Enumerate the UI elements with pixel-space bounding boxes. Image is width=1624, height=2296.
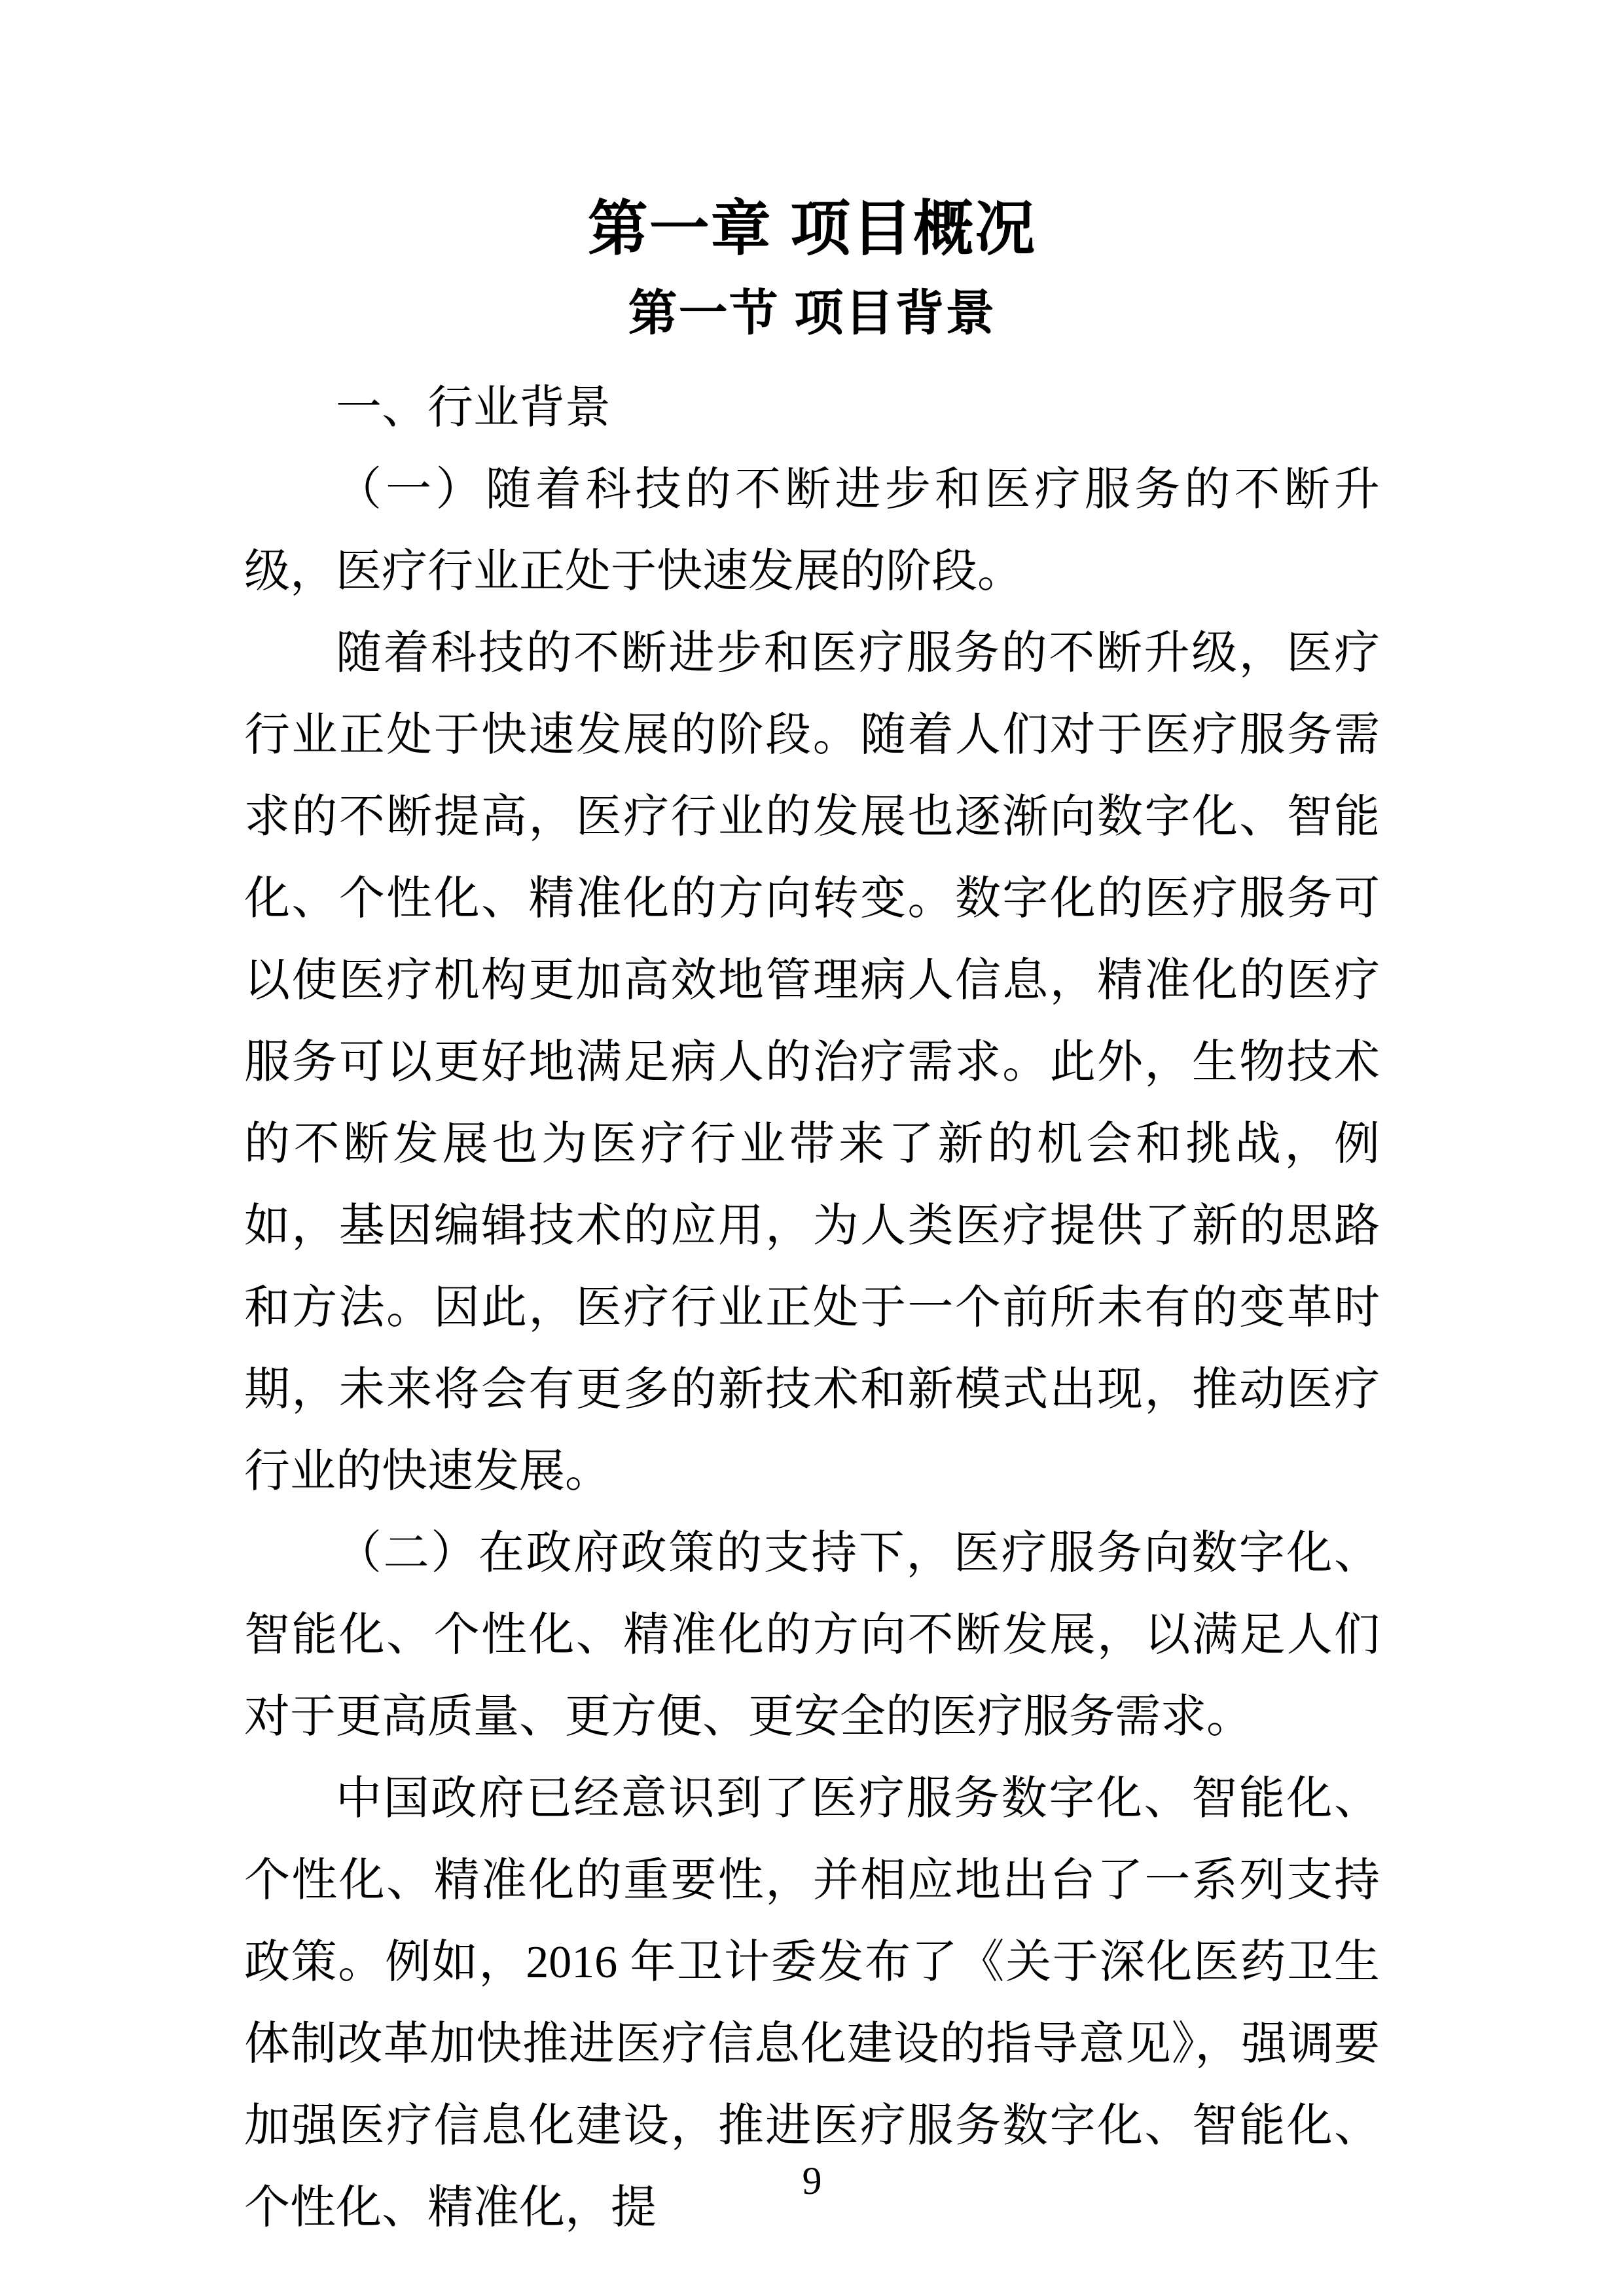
paragraph-point-one: （一）随着科技的不断进步和医疗服务的不断升级，医疗行业正处于快速发展的阶段。: [244, 465, 1380, 598]
page-number: 9: [802, 2159, 822, 2202]
document-body: [244, 367, 1380, 2249]
chapter-title: 第一章 项目概况: [587, 196, 1037, 262]
paragraph-industry-background-heading: 一、行业背景: [336, 383, 611, 434]
paragraph-point-two: （二）在政府政策的支持下，医疗服务向数字化、智能化、个性化、精准化的方向不断发展，以满足人们对于更高质量、更方便、更安全的医疗服务需求。: [244, 1528, 1380, 1743]
paragraph-industry-detail: 随着科技的不断进步和医疗服务的不断升级，医疗行业正处于快速发展的阶段。随着人们对于医疗服务需求的不断提高，医疗行业的发展也逐渐向数字化、智能化、个性化、精准化的方向转变。数字化的医疗服务可以使医疗机构更加高效地管理病人信息，精准化的医疗服务可以更好地满足病人的治疗需求。此外，生物技术的不断发展也为医疗行业带来了新的机会和挑战，例如，基因编辑技术的应用，为人类医疗提供了新的思路和方法。因此，医疗行业正处于一个前所未有的变革时期，未来将会有更多的新技术和新模式出现，推动医疗行业的快速发展。: [244, 628, 1380, 1498]
paragraph-policy-detail: 中国政府已经意识到了医疗服务数字化、智能化、个性化、精准化的重要性，并相应地出台了一系列支持政策。例如，2016 年卫计委发布了《关于深化医药卫生体制改革加快推进医疗信息化建设的指导意见》，强调要加强医疗信息化建设，推进医疗服务数字化、智能化、个性化、精准化，提: [244, 1774, 1380, 2234]
section-title: 第一节 项目背景: [628, 285, 996, 341]
